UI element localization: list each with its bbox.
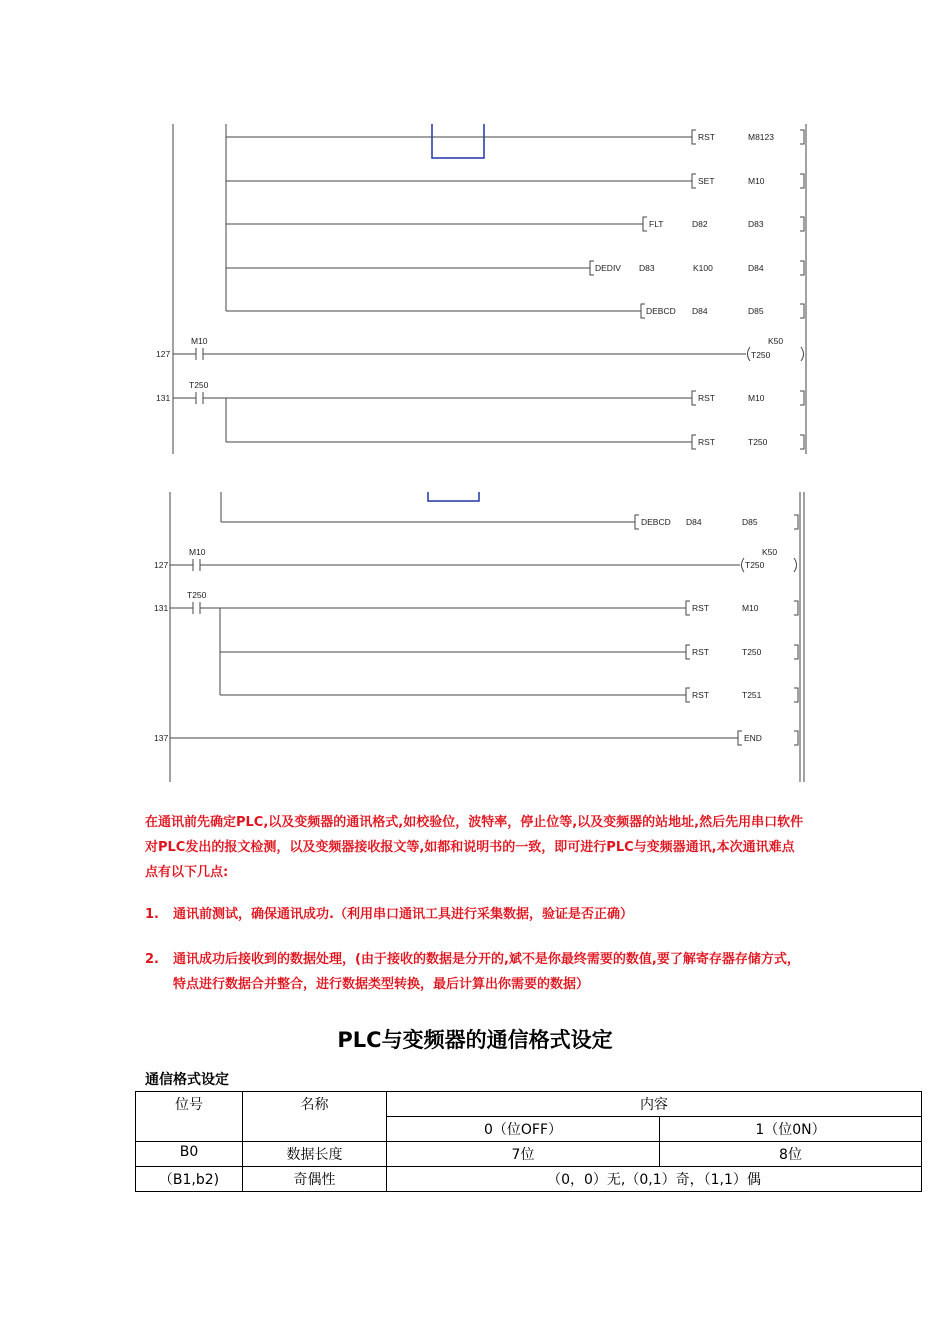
- instr-op: FLT: [649, 219, 664, 229]
- cell-name: 数据长度: [243, 1142, 387, 1167]
- table-row: [136, 1142, 922, 1167]
- instr-dst: M8123: [748, 132, 774, 142]
- header-one: 1（位0N）: [660, 1117, 922, 1142]
- cell-merged: （0，0）无,（0,1）奇，（1,1）偶: [387, 1167, 922, 1192]
- step-number: 131: [156, 393, 171, 403]
- contact-label: M10: [189, 547, 206, 557]
- instr-op: RST: [692, 690, 709, 700]
- header-bit: 位号: [136, 1092, 243, 1142]
- instr-dst: D84: [748, 263, 764, 273]
- cell-one: 8位: [660, 1142, 922, 1167]
- timer-label: T250: [751, 350, 771, 360]
- timer-constant: K50: [762, 547, 778, 557]
- instr-dst: T250: [742, 647, 762, 657]
- header-name: 名称: [243, 1092, 387, 1142]
- instr-dst: D85: [748, 306, 764, 316]
- table-row: [136, 1092, 922, 1117]
- step-number: 137: [154, 733, 169, 743]
- instr-op: RST: [692, 647, 709, 657]
- instr-src: D84: [686, 517, 702, 527]
- contact-label: T250: [187, 590, 207, 600]
- instr-op: SET: [698, 176, 715, 186]
- cell-bit: B0: [136, 1142, 243, 1167]
- instr-dst: M10: [748, 393, 765, 403]
- instr-src: D83: [639, 263, 655, 273]
- list-number: 1.: [145, 907, 159, 922]
- instr-op: DEBCD: [646, 306, 676, 316]
- list-number: 2.: [145, 952, 159, 967]
- instr-dst: M10: [748, 176, 765, 186]
- format-table: [135, 1091, 922, 1192]
- table-row: [136, 1167, 922, 1192]
- step-number: 127: [156, 349, 171, 359]
- instr-dst: D83: [748, 219, 764, 229]
- timer-label: T250: [745, 560, 765, 570]
- cell-name: 奇偶性: [243, 1167, 387, 1192]
- list-text: 通讯前测试，确保通讯成功.（利用串口通讯工具进行采集数据，验证是否正确）: [173, 907, 633, 922]
- step-number: 127: [154, 560, 169, 570]
- instr-dst: T251: [742, 690, 762, 700]
- instr-src2: K100: [693, 263, 713, 273]
- end-instruction: END: [744, 733, 762, 743]
- instr-op: RST: [698, 132, 715, 142]
- timer-constant: K50: [768, 336, 784, 346]
- instr-src: D84: [692, 306, 708, 316]
- section-title: PLC与变频器的通信格式设定: [337, 1028, 613, 1052]
- instr-dst: D85: [742, 517, 758, 527]
- list-item: [145, 947, 805, 997]
- step-number: 131: [154, 603, 169, 613]
- instr-op: RST: [698, 393, 715, 403]
- intro-paragraph: 在通讯前先确定PLC,以及变频器的通讯格式,如校验位，波特率，停止位等,以及变频器的站地址,然后先用串口软件对PLC发出的报文检测，以及变频器接收报文等,如都和说明书的一致，即可进行PLC与变频器通讯,本次通讯难点点有以下几点:: [145, 815, 804, 880]
- table-caption: 通信格式设定: [145, 1072, 229, 1088]
- cell-zero: 7位: [387, 1142, 660, 1167]
- instr-op: RST: [698, 437, 715, 447]
- instr-src: D82: [692, 219, 708, 229]
- contact-label: T250: [189, 380, 209, 390]
- instr-op: DEBCD: [641, 517, 671, 527]
- header-zero: 0（位OFF）: [387, 1117, 660, 1142]
- list-item: [145, 902, 805, 927]
- list-text: 通讯成功后接收到的数据处理，(由于接收的数据是分开的,斌不是你最终需要的数值,要了解寄存器存储方式，特点进行数据合并整合，进行数据类型转换，最后计算出你需要的数据）: [173, 952, 800, 992]
- instr-op: RST: [692, 603, 709, 613]
- header-content: 内容: [387, 1092, 922, 1117]
- ladder-diagram-1: [0, 120, 950, 460]
- instr-dst: M10: [742, 603, 759, 613]
- instr-op: DEDIV: [595, 263, 621, 273]
- ladder-diagram-2: [0, 488, 950, 788]
- instr-dst: T250: [748, 437, 768, 447]
- cell-bit: （B1,b2): [136, 1167, 243, 1192]
- contact-label: M10: [191, 336, 208, 346]
